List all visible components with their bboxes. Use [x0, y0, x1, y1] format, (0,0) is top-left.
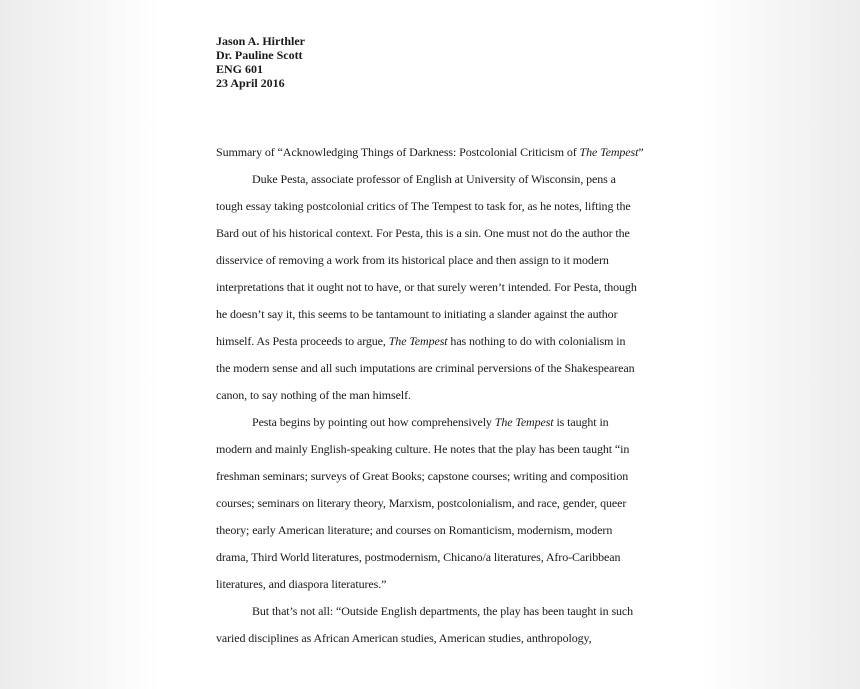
- body-line: [216, 172, 656, 199]
- body-line-text: disservice of removing a work from its historical place and then assign to it modern: [216, 253, 609, 267]
- document-title: [216, 145, 656, 159]
- body-line: [216, 550, 656, 577]
- title-prefix: Summary of “Acknowledging Things of Darkness: Postcolonial Criticism of: [216, 145, 580, 159]
- body-line-text: varied disciplines as African American studies, American studies, anthropology,: [216, 631, 592, 645]
- body-line-text: has nothing to do with colonialism in: [447, 334, 626, 348]
- body-line: [216, 523, 656, 550]
- document-date: 23 April 2016: [216, 76, 285, 90]
- body-line-text: interpretations that it ought not to have, or that surely weren’t intended. For Pesta, though: [216, 280, 637, 294]
- body-line: [216, 415, 656, 442]
- course-code: ENG 601: [216, 62, 264, 76]
- body-line-text: theory; early American literature; and courses on Romanticism, modernism, modern: [216, 523, 613, 537]
- body-line-text: himself. As Pesta proceeds to argue,: [216, 334, 389, 348]
- body-line: [216, 280, 656, 307]
- body-line: [216, 226, 656, 253]
- italic-title-text: The Tempest: [494, 415, 554, 429]
- body-line-text: is taught in: [553, 415, 609, 429]
- body-line-text: Bard out of his historical context. For Pesta, this is a sin. One must not do the author the: [216, 226, 630, 240]
- italic-title-text: The Tempest: [388, 334, 448, 348]
- body-line: [216, 334, 656, 361]
- body-line-text: Pesta begins by pointing out how comprehensively: [252, 415, 495, 429]
- body-line-text: But that’s not all: “Outside English departments, the play has been taught in such: [252, 604, 634, 618]
- body-line: [216, 631, 656, 658]
- instructor-name: Dr. Pauline Scott: [216, 48, 303, 62]
- body-line-text: modern and mainly English-speaking culture. He notes that the play has been taught “in: [216, 442, 630, 456]
- body-line: [216, 361, 656, 388]
- document-content: [216, 34, 656, 658]
- body-line: [216, 496, 656, 523]
- title-italic: The Tempest: [579, 145, 639, 159]
- body-line-text: he doesn’t say it, this seems to be tantamount to initiating a slander against the author: [216, 307, 618, 321]
- body-line-text: Duke Pesta, associate professor of English at University of Wisconsin, pens a: [252, 172, 616, 186]
- body-line: [216, 442, 656, 469]
- body-line: [216, 388, 656, 415]
- body-line-text: drama, Third World literatures, postmodernism, Chicano/a literatures, Afro-Caribbean: [216, 550, 621, 564]
- body-line-text: freshman seminars; surveys of Great Books; capstone courses; writing and composition: [216, 469, 629, 483]
- body-line: [216, 253, 656, 280]
- body-line-text: canon, to say nothing of the man himself.: [216, 388, 411, 402]
- body-line-text: the modern sense and all such imputations are criminal perversions of the Shakespearean: [216, 361, 635, 375]
- body-line-text: tough essay taking postcolonial critics of The Tempest to task for, as he notes, lifting the: [216, 199, 631, 213]
- body-line: [216, 604, 656, 631]
- body-line: [216, 577, 656, 604]
- body-text: [216, 172, 656, 658]
- body-line: [216, 199, 656, 226]
- author-name: Jason A. Hirthler: [216, 34, 305, 48]
- body-line: [216, 469, 656, 496]
- body-line-text: courses; seminars on literary theory, Marxism, postcolonialism, and race, gender, queer: [216, 496, 627, 510]
- title-suffix: ”: [638, 145, 644, 159]
- body-line: [216, 307, 656, 334]
- body-line-text: literatures, and diaspora literatures.”: [216, 577, 387, 591]
